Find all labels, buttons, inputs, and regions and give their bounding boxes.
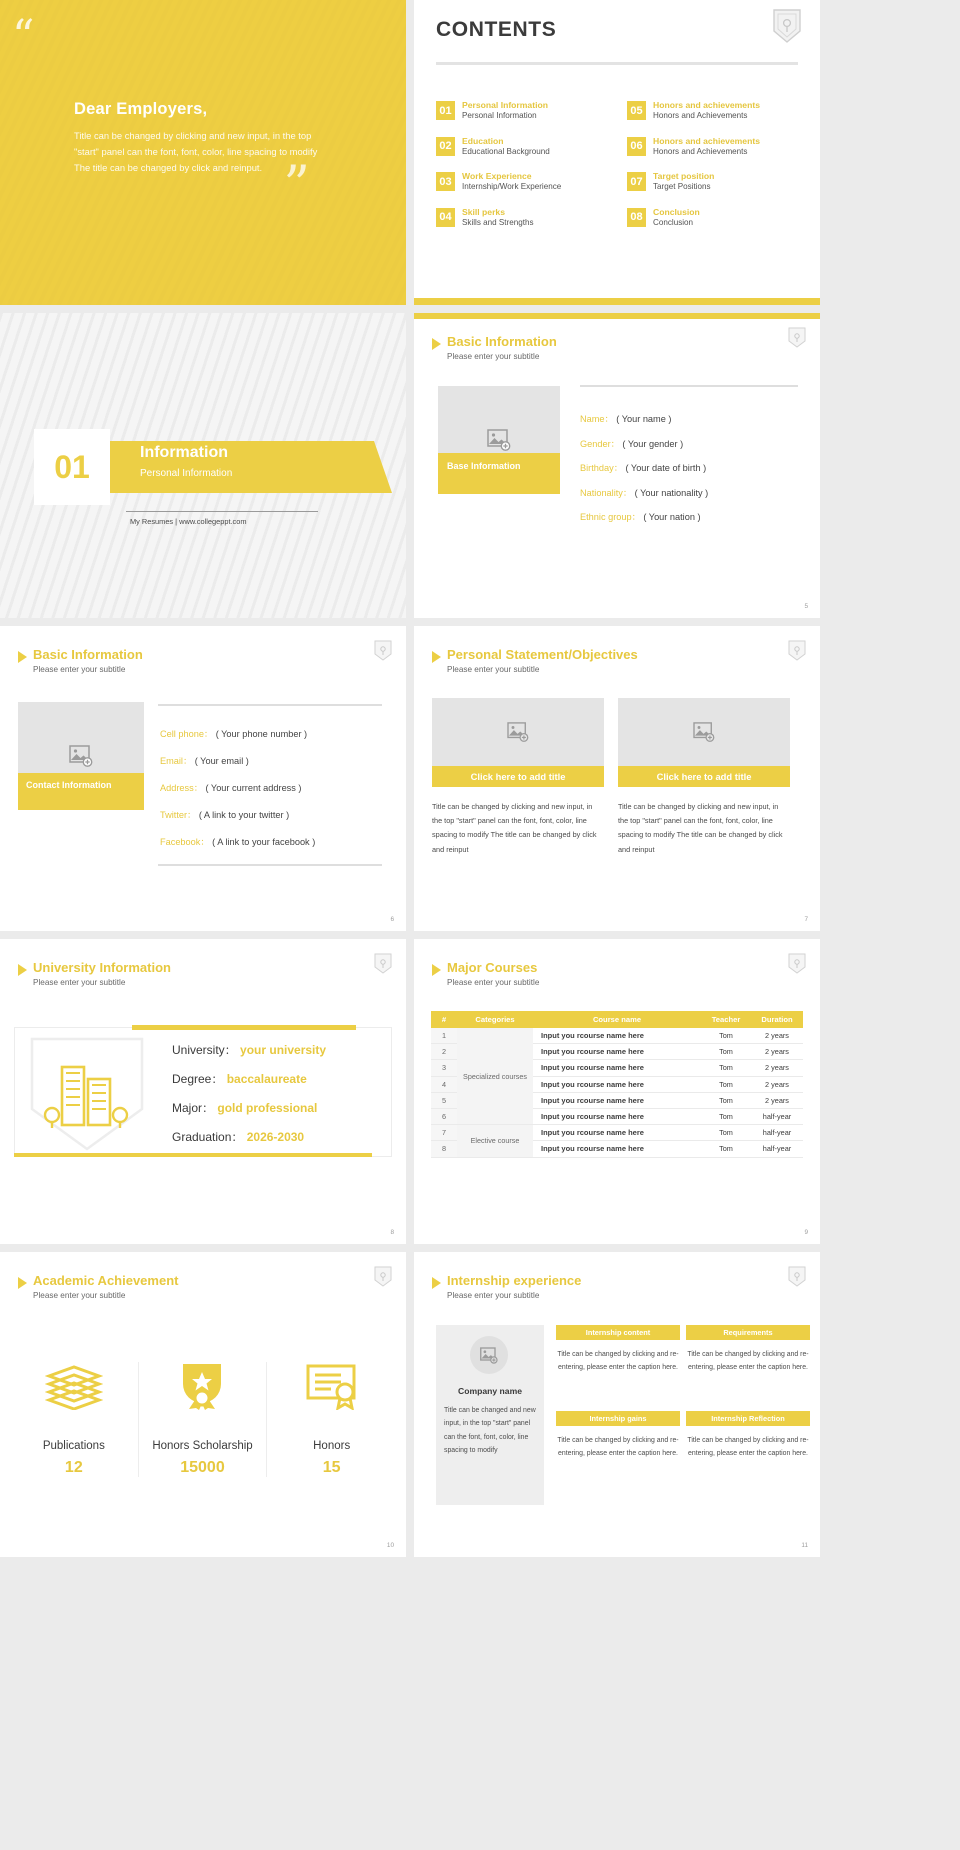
slide-header — [432, 961, 539, 987]
shield-icon — [772, 8, 802, 49]
cell-duration: 2 years — [751, 1076, 803, 1092]
cell-teacher: Tom — [701, 1141, 751, 1157]
add-image-icon — [507, 722, 529, 742]
field-key: Email： — [160, 756, 193, 766]
info-field-list — [580, 411, 708, 534]
slide-header — [18, 961, 171, 987]
contact-field-list — [160, 726, 315, 861]
cell-course-name: Input you rcourse name here — [533, 1044, 701, 1060]
contents-list — [436, 100, 804, 228]
field-key: Graduation： — [172, 1130, 244, 1144]
contents-item-07[interactable] — [627, 171, 804, 193]
contents-item-title: Education — [462, 135, 504, 146]
slide-major-courses[interactable] — [414, 939, 820, 1244]
shield-icon — [374, 1266, 392, 1293]
cell-index: 1 — [431, 1028, 457, 1044]
contents-bottom-bar — [414, 298, 820, 305]
cell-category: Elective course — [457, 1125, 533, 1157]
cell-index: 4 — [431, 1076, 457, 1092]
books-icon — [45, 1362, 103, 1415]
add-image-icon — [487, 429, 511, 451]
cell-index: 5 — [431, 1092, 457, 1108]
info-row — [580, 411, 708, 425]
page-number: 8 — [390, 1229, 394, 1236]
stat-label: Publications — [42, 1440, 105, 1452]
top-accent-bar — [414, 313, 820, 319]
contents-item-title: Honors and achievements — [653, 135, 760, 146]
cell-course-name: Input you rcourse name here — [533, 1076, 701, 1092]
cell-index: 7 — [431, 1125, 457, 1141]
page-title: Internship experience — [447, 1273, 582, 1288]
cell-course-name: Input you rcourse name here — [533, 1108, 701, 1124]
contact-row — [160, 780, 315, 794]
page-title: Basic Information — [33, 647, 143, 662]
stat-honors-scholarship[interactable] — [139, 1362, 268, 1477]
card-header: Internship content — [556, 1325, 680, 1340]
photo-placeholder[interactable] — [470, 1336, 508, 1374]
stat-label: Honors Scholarship — [152, 1440, 253, 1452]
contents-item-04[interactable] — [436, 207, 613, 229]
cell-teacher: Tom — [701, 1108, 751, 1124]
col-teacher: Teacher — [701, 1011, 751, 1028]
statement-card[interactable] — [432, 698, 604, 857]
field-value: ( Your phone number ) — [215, 729, 308, 739]
statement-body: Title can be changed by clicking and new input, in the top "start" panel can the font, font, color, line spacing to modify The title can be changed by click and reinput — [432, 802, 597, 854]
contact-divider-top — [158, 704, 382, 706]
contents-item-number: 05 — [627, 101, 646, 120]
contents-item-number: 06 — [627, 137, 646, 156]
contents-item-08[interactable] — [627, 207, 804, 229]
cell-course-name: Input you rcourse name here — [533, 1141, 701, 1157]
slide-header — [432, 1274, 581, 1300]
divider-footer-rule — [126, 511, 318, 512]
page-subtitle: Please enter your subtitle — [447, 977, 540, 987]
university-row — [172, 1070, 326, 1087]
page-number: 7 — [804, 916, 808, 923]
col-index: # — [431, 1011, 457, 1028]
triangle-bullet-icon — [432, 1277, 441, 1289]
slide-academic-achievement[interactable] — [0, 1252, 406, 1557]
contents-item-title: Work Experience — [462, 171, 532, 182]
slide-personal-statement[interactable] — [414, 626, 820, 931]
slide-university-information[interactable] — [0, 939, 406, 1244]
shield-icon — [788, 1266, 806, 1293]
contents-item-number: 07 — [627, 172, 646, 191]
card-header: Internship gains — [556, 1411, 680, 1426]
field-value: gold professional — [217, 1101, 318, 1115]
field-value: ( Your gender ) — [622, 438, 684, 449]
contents-item-number: 03 — [436, 172, 455, 191]
table-row — [431, 1125, 803, 1141]
contents-item-02[interactable] — [436, 136, 613, 158]
table-header-row — [431, 1011, 803, 1028]
slide-header — [432, 648, 638, 674]
divider-number: 01 — [54, 448, 90, 485]
contents-item-05[interactable] — [627, 100, 804, 122]
contents-item-title: Skill perks — [462, 206, 505, 217]
contact-row — [160, 834, 315, 848]
field-value: ( Your nationality ) — [634, 487, 709, 498]
page-subtitle: Please enter your subtitle — [33, 1290, 126, 1300]
statement-body: Title can be changed by clicking and new input, in the top "start" panel can the font, font, color, line spacing to modify The title can be changed by click and reinput — [618, 802, 783, 854]
triangle-bullet-icon — [18, 964, 27, 976]
contact-row — [160, 753, 315, 767]
cell-duration: 2 years — [751, 1060, 803, 1076]
stat-value: 15000 — [180, 1459, 225, 1476]
university-list — [172, 1041, 326, 1157]
photo-placeholder[interactable] — [432, 698, 604, 766]
contact-row — [160, 807, 315, 821]
quote-open-icon: “ — [12, 11, 35, 62]
photo-placeholder[interactable] — [618, 698, 790, 766]
field-value: ( A link to your twitter ) — [198, 810, 290, 820]
page-title: Academic Achievement — [33, 1273, 179, 1288]
col-duration: Duration — [751, 1011, 803, 1028]
page-title: University Information — [33, 960, 171, 975]
field-key: Ethnic group： — [580, 512, 641, 522]
stat-publications[interactable] — [10, 1362, 139, 1477]
slide-contact-information[interactable] — [0, 626, 406, 931]
field-value: ( Your name ) — [616, 414, 672, 424]
university-top-bar — [132, 1025, 356, 1030]
achievement-stats — [10, 1362, 396, 1477]
contents-item-title: Personal Information — [462, 100, 548, 110]
info-divider — [580, 385, 798, 387]
cell-index: 8 — [431, 1141, 457, 1157]
courses-table — [431, 1011, 803, 1158]
field-key: Nationality： — [580, 487, 633, 498]
contents-item-sub: Target Positions — [653, 182, 711, 192]
card-body: Title can be changed by clicking and re-entering, please enter the caption here. — [687, 1351, 809, 1372]
col-course-name: Course name — [533, 1011, 701, 1028]
cell-course-name: Input you rcourse name here — [533, 1125, 701, 1141]
statement-card[interactable] — [618, 698, 790, 857]
slide-contents[interactable] — [414, 0, 820, 305]
contents-item-number: 01 — [436, 101, 455, 120]
shield-icon — [788, 640, 806, 667]
triangle-bullet-icon — [18, 1277, 27, 1289]
card-body: Title can be changed by clicking and re-entering, please enter the caption here. — [557, 1437, 679, 1458]
internship-card[interactable] — [556, 1325, 680, 1374]
card-header: Internship Reflection — [686, 1411, 810, 1426]
contents-divider — [436, 62, 798, 65]
card-body: Title can be changed by clicking and re-entering, please enter the caption here. — [557, 1351, 679, 1372]
field-key: Gender： — [580, 438, 620, 449]
triangle-bullet-icon — [432, 338, 441, 350]
field-value: 2026-2030 — [246, 1130, 305, 1144]
slide-section-divider[interactable] — [0, 313, 406, 618]
page-number: 6 — [390, 916, 394, 923]
triangle-bullet-icon — [432, 651, 441, 663]
cell-duration: 2 years — [751, 1092, 803, 1108]
contents-item-sub: Internship/Work Experience — [462, 182, 562, 192]
card-body: Title can be changed by clicking and re-entering, please enter the caption here. — [687, 1437, 809, 1458]
field-key: Address： — [160, 783, 203, 793]
cell-teacher: Tom — [701, 1076, 751, 1092]
contents-item-number: 08 — [627, 208, 646, 227]
triangle-bullet-icon — [18, 651, 27, 663]
contents-item-sub: Conclusion — [653, 217, 694, 227]
page-subtitle: Please enter your subtitle — [447, 664, 540, 674]
shield-icon — [788, 953, 806, 980]
card-header: Requirements — [686, 1325, 810, 1340]
info-row — [580, 485, 708, 499]
field-key: Twitter： — [160, 810, 197, 820]
page-subtitle: Please enter your subtitle — [33, 977, 126, 987]
building-shield-icon — [22, 1033, 152, 1160]
contents-item-number: 04 — [436, 208, 455, 227]
shield-icon — [788, 327, 806, 354]
field-value: ( Your email ) — [194, 756, 249, 766]
cell-duration: 2 years — [751, 1028, 803, 1044]
page-title: Personal Statement/Objectives — [447, 647, 638, 662]
contents-item-sub: Personal Information — [462, 111, 537, 120]
contents-item-title: Honors and achievements — [653, 100, 760, 110]
certificate-icon — [303, 1362, 361, 1415]
page-number: 10 — [386, 1542, 394, 1549]
stat-value: 15 — [322, 1459, 341, 1476]
add-title-button[interactable]: Click here to add title — [618, 766, 790, 787]
contact-row — [160, 726, 315, 740]
slide-header — [18, 648, 143, 674]
field-value: ( Your date of birth ) — [625, 463, 707, 473]
field-value: baccalaureate — [226, 1072, 307, 1086]
cell-teacher: Tom — [701, 1060, 751, 1076]
field-key: Degree： — [172, 1072, 224, 1086]
contents-item-03[interactable] — [436, 171, 613, 193]
info-row — [580, 460, 708, 474]
contents-item-sub: Honors and Achievements — [653, 146, 748, 156]
page-title: Major Courses — [447, 960, 538, 975]
field-value: ( Your current address ) — [205, 783, 302, 793]
cell-duration: half-year — [751, 1141, 803, 1157]
page-number: 5 — [804, 603, 808, 610]
contents-item-title: Conclusion — [653, 206, 700, 217]
contact-divider-bottom — [158, 864, 382, 866]
divider-subtitle: Personal Information — [140, 468, 233, 479]
table-row — [431, 1028, 803, 1044]
stat-label: Honors — [313, 1440, 351, 1452]
slide-header — [18, 1274, 178, 1300]
field-value: ( Your nation ) — [643, 512, 701, 522]
contents-item-06[interactable] — [627, 136, 804, 158]
shield-icon — [374, 953, 392, 980]
internship-card[interactable] — [686, 1325, 810, 1374]
field-key: Name： — [580, 414, 614, 424]
slide-cover-quote[interactable] — [0, 0, 406, 305]
contents-item-sub: Skills and Strengths — [462, 217, 534, 227]
stat-honors[interactable] — [267, 1362, 396, 1477]
add-image-icon — [480, 1347, 498, 1364]
contents-item-sub: Honors and Achievements — [653, 111, 748, 120]
company-name: Company name — [458, 1386, 522, 1396]
internship-card[interactable] — [556, 1411, 680, 1460]
divider-title: Information — [140, 444, 228, 461]
quote-close-icon: ” — [283, 156, 310, 216]
page-subtitle: Please enter your subtitle — [447, 351, 540, 361]
field-key: Major： — [172, 1101, 215, 1115]
photo-caption: Contact Information — [18, 773, 144, 810]
university-row — [172, 1128, 326, 1145]
page-number: 11 — [801, 1542, 808, 1549]
company-description: Title can be changed and new input, in the top "start" panel can the font, font, color, line spacing to modify — [444, 1407, 536, 1455]
info-row — [580, 509, 708, 523]
cell-teacher: Tom — [701, 1125, 751, 1141]
add-image-icon — [693, 722, 715, 742]
contents-item-01[interactable] — [436, 100, 613, 122]
contents-item-number: 02 — [436, 137, 455, 156]
divider-footer: My Resumes | www.collegeppt.com — [130, 517, 247, 526]
cell-duration: 2 years — [751, 1044, 803, 1060]
cell-course-name: Input you rcourse name here — [533, 1060, 701, 1076]
cover-body-text: Title can be changed by clicking and new input, in the top "start" panel can the font, font, color, line spacing to modify The title can be changed by click and reinput. — [74, 130, 318, 174]
info-row — [580, 436, 708, 450]
cell-course-name: Input you rcourse name here — [533, 1028, 701, 1044]
cell-index: 2 — [431, 1044, 457, 1060]
photo-caption: Base Information — [438, 453, 560, 494]
cover-title: Dear Employers, — [74, 100, 208, 118]
cell-duration: half-year — [751, 1108, 803, 1124]
field-key: Facebook： — [160, 837, 210, 847]
shield-icon — [374, 640, 392, 667]
cell-duration: half-year — [751, 1125, 803, 1141]
field-value: ( A link to your facebook ) — [212, 837, 316, 847]
add-image-icon — [69, 745, 93, 767]
page-title: Basic Information — [447, 334, 557, 349]
field-value: your university — [240, 1043, 327, 1057]
contents-title: CONTENTS — [436, 18, 557, 41]
field-key: Birthday： — [580, 463, 623, 473]
medal-icon — [173, 1362, 231, 1415]
contents-item-sub: Educational Background — [462, 146, 550, 156]
slide-basic-information[interactable] — [414, 313, 820, 618]
stat-value: 12 — [64, 1459, 83, 1476]
page-subtitle: Please enter your subtitle — [33, 664, 126, 674]
slide-internship-experience[interactable] — [414, 1252, 820, 1557]
triangle-bullet-icon — [432, 964, 441, 976]
contents-item-title: Target position — [653, 171, 715, 182]
add-title-button[interactable]: Click here to add title — [432, 766, 604, 787]
cell-teacher: Tom — [701, 1028, 751, 1044]
page-subtitle: Please enter your subtitle — [447, 1290, 540, 1300]
col-categories: Categories — [457, 1011, 533, 1028]
university-row — [172, 1041, 326, 1058]
cell-index: 3 — [431, 1060, 457, 1076]
slide-header — [432, 335, 557, 361]
field-key: Cell phone： — [160, 729, 214, 739]
internship-card[interactable] — [686, 1411, 810, 1460]
university-row — [172, 1099, 326, 1116]
cell-teacher: Tom — [701, 1092, 751, 1108]
university-bottom-bar — [14, 1153, 372, 1157]
field-key: University： — [172, 1043, 237, 1057]
cell-course-name: Input you rcourse name here — [533, 1092, 701, 1108]
cell-index: 6 — [431, 1108, 457, 1124]
page-number: 9 — [804, 1229, 808, 1236]
cell-teacher: Tom — [701, 1044, 751, 1060]
cell-category: Specialized courses — [457, 1028, 533, 1125]
